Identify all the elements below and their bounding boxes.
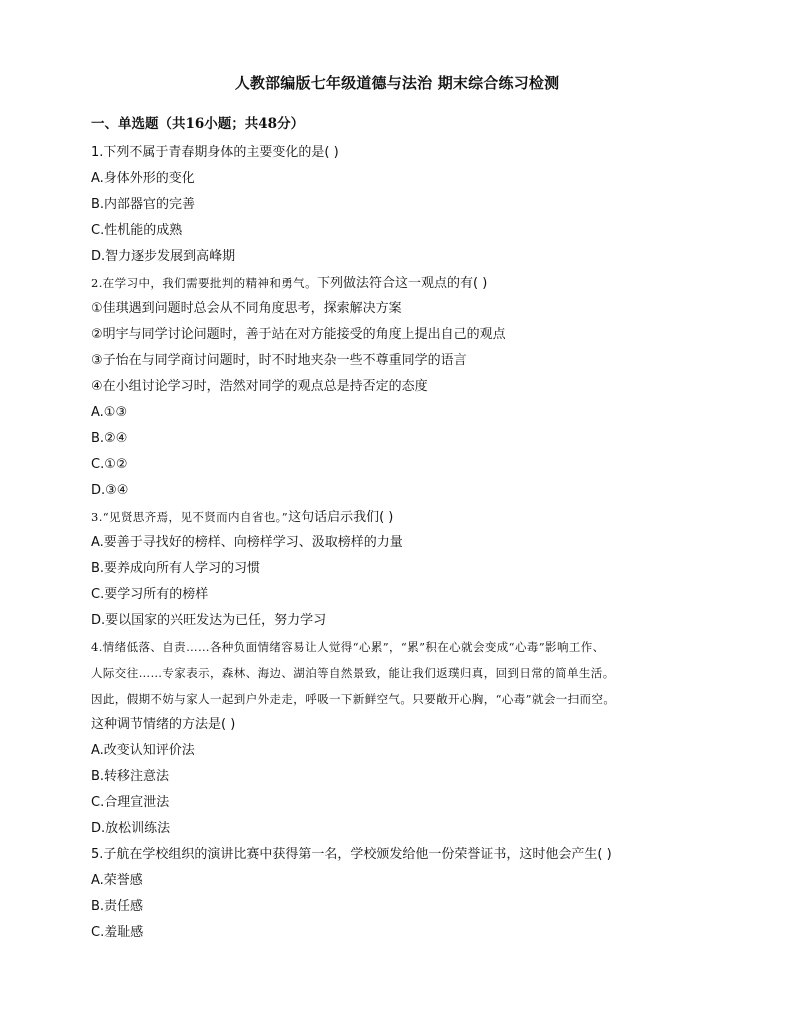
question-2-statement-3: ③子怡在与同学商讨问题时，时不时地夹杂一些不尊重同学的语言	[91, 353, 467, 368]
question-3-stem	[91, 504, 721, 530]
question-4-passage-line-2: 人际交往……专家表示，森林、海边、湖泊等自然景致，能让我们返璞归真，回到日常的简单生活。	[91, 666, 615, 680]
question-4-option-c: C.合理宣泄法	[91, 795, 170, 810]
question-2-stem	[91, 270, 721, 296]
question-2-option-d: D.③④	[91, 483, 129, 498]
question-5-option-a: A.荣誉感	[91, 873, 143, 888]
question-5-stem: 5.子航在学校组织的演讲比赛中获得第一名，学校颁发给他一份荣誉证书，这时他会产生( )	[91, 847, 612, 862]
question-3-option-a: A.要善于寻找好的榜样、向榜样学习、汲取榜样的力量	[91, 535, 403, 550]
question-2-option-c: C.①②	[91, 457, 128, 472]
question-list	[91, 140, 721, 946]
question-2-option-b: B.②④	[91, 431, 128, 446]
question-4-option-d: D.放松训练法	[91, 821, 171, 836]
question-3-option-c: C.要学习所有的榜样	[91, 587, 209, 602]
question-3-stem-rest: 这句话启示我们( )	[288, 510, 394, 525]
question-2-option-a: A.①③	[91, 405, 128, 420]
question-4-stem: 这种调节情绪的方法是( )	[91, 717, 236, 732]
question-2-stem-lead: 2.在学习中，我们需要批判的精神和勇气。	[91, 276, 317, 290]
question-2-statement-1: ①佳琪遇到问题时总会从不同角度思考，探索解决方案	[91, 301, 402, 316]
question-1-option-c: C.性机能的成熟	[91, 223, 183, 238]
question-3-stem-lead: 3.“见贤思齐焉，见不贤而内自省也。”	[91, 510, 289, 524]
question-4-option-b: B.转移注意法	[91, 769, 170, 784]
question-5-option-b: B.责任感	[91, 899, 144, 914]
question-3-option-b: B.要养成向所有人学习的习惯	[91, 561, 261, 576]
question-1-option-b: B.内部器官的完善	[91, 197, 196, 212]
question-3-option-d: D.要以国家的兴旺发达为已任，努力学习	[91, 613, 327, 628]
question-4-passage-line-1: 4.情绪低落、自责……各种负面情绪容易让人觉得“心累”，“累”积在心就会变成“心毒”影响工作、	[91, 640, 605, 654]
question-1-option-a: A.身体外形的变化	[91, 171, 195, 186]
question-4-passage-line-3: 因此，假期不妨与家人一起到户外走走，呼吸一下新鲜空气。只要敞开心胸，“心毒”就会一扫而空。	[91, 692, 616, 706]
question-4-option-a: A.改变认知评价法	[91, 743, 195, 758]
section-heading: 一、单选题（共16小题；共48分）	[91, 116, 305, 132]
question-1-option-d: D.智力逐步发展到高峰期	[91, 249, 236, 264]
question-2-statement-4: ④在小组讨论学习时，浩然对同学的观点总是持否定的态度	[91, 379, 428, 394]
question-5-option-c: C.羞耻感	[91, 925, 144, 940]
document-title: 人教部编版七年级道德与法治 期末综合练习检测	[234, 74, 560, 92]
question-2-statement-2: ②明宇与同学讨论问题时，善于站在对方能接受的角度上提出自己的观点	[91, 327, 506, 342]
question-1-stem: 1.下列不属于青春期身体的主要变化的是( )	[91, 145, 339, 160]
question-2-stem-rest: 下列做法符合这一观点的有( )	[316, 276, 488, 291]
